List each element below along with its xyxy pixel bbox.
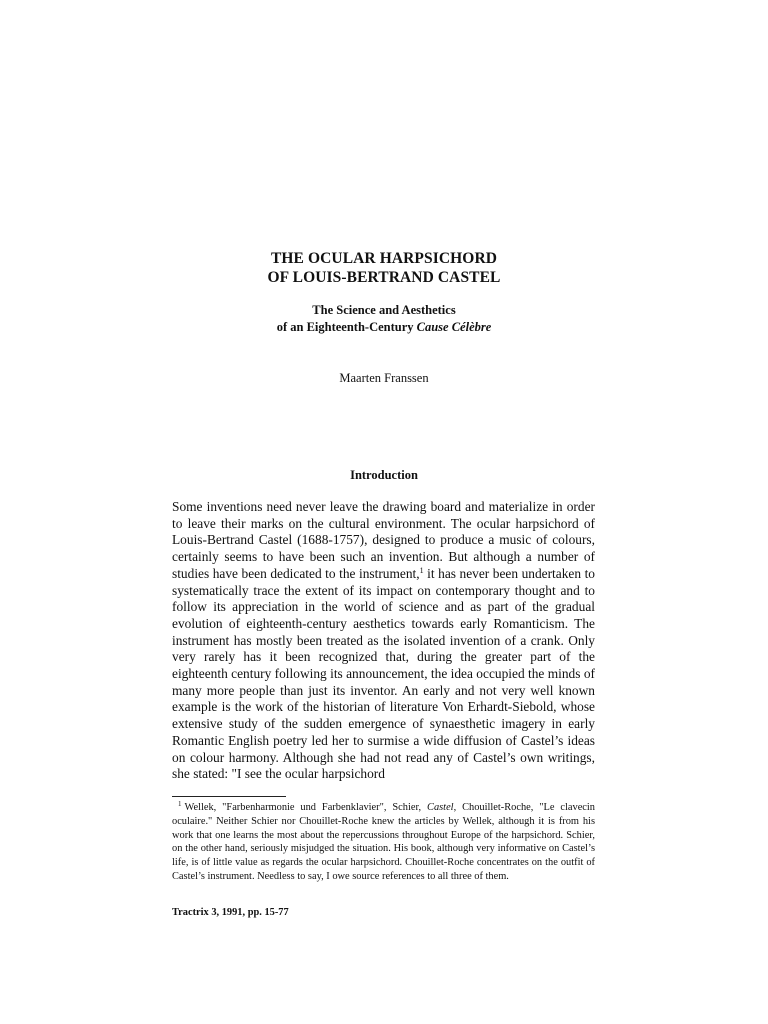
author-name: Maarten Franssen (339, 371, 429, 385)
subtitle-italic-phrase: Cause Célèbre (416, 320, 492, 334)
footnote (172, 801, 595, 884)
subtitle-line-2-prefix: of an Eighteenth-Century (276, 320, 417, 334)
footnote-number: 1 (178, 800, 182, 808)
article-title (172, 249, 596, 287)
footnote-text-part-2: , Chouillet-Roche, "Le clavecin oculaire." Neither Schier nor Chouillet-Roche knew the articles by Wellek, although it is from his work that one learns the most about the repercussions throughout Europe of the harpsichord. Schier, on the other hand, seriously misjudged the situation. His book, although very informative on Castel’s life, is of little value as regards the ocular harpsichord. Chouillet-Roche concentrates on the outfit of Castel’s instrument. Needless to say, I owe source references to all three of them. (172, 802, 595, 882)
section-heading: Introduction (350, 468, 418, 482)
subtitle-line-2 (172, 319, 596, 336)
article-subtitle (172, 302, 596, 336)
footnote-reference[interactable]: 1 (419, 565, 424, 575)
body-text-part-1: Some inventions need never leave the drawing board and materialize in order to leave their marks on the cultural environment. The ocular harpsichord of Louis-Bertrand Castel (1688-1757), designed to produce a music of colours, certainly seems to have been such an invention. But although a number of studies have been dedicated to the instrument, (172, 499, 595, 581)
footnote-italic-title: Castel (427, 802, 454, 813)
title-line-2: OF LOUIS-BERTRAND CASTEL (267, 269, 501, 286)
body-text-part-2: it has never been undertaken to systematically trace the extent of its impact on contemporary thought and to follow its appreciation in the world of science and as part of the gradual evolution of eighteenth-century aesthetics towards early Romanticism. The instrument has mostly been treated as the isolated invention of a crank. Only very rarely has it been recognized that, during the greater part of the eighteenth century following its announcement, the idea occupied the minds of many more people than just its inventor. An early and not very well known example is the work of the historian of literature Von Erhardt-Siebold, whose extensive study of the sudden emergence of synaesthetic imagery in early Romantic English poetry led her to surmise a wide diffusion of Castel’s ideas on colour harmony. Although she had not read any of Castel’s own writings, she stated: "I see the ocular harpsichord (172, 565, 595, 782)
title-line-1: THE OCULAR HARPSICHORD (270, 250, 498, 267)
footnote-divider (172, 796, 286, 797)
footnote-text-part-1: Wellek, "Farbenharmonie und Farbenklavier", Schier, (184, 802, 428, 813)
subtitle-line-1: The Science and Aesthetics (312, 303, 456, 317)
journal-reference: Tractrix 3, 1991, pp. 15-77 (172, 907, 289, 918)
body-paragraph (172, 499, 595, 783)
